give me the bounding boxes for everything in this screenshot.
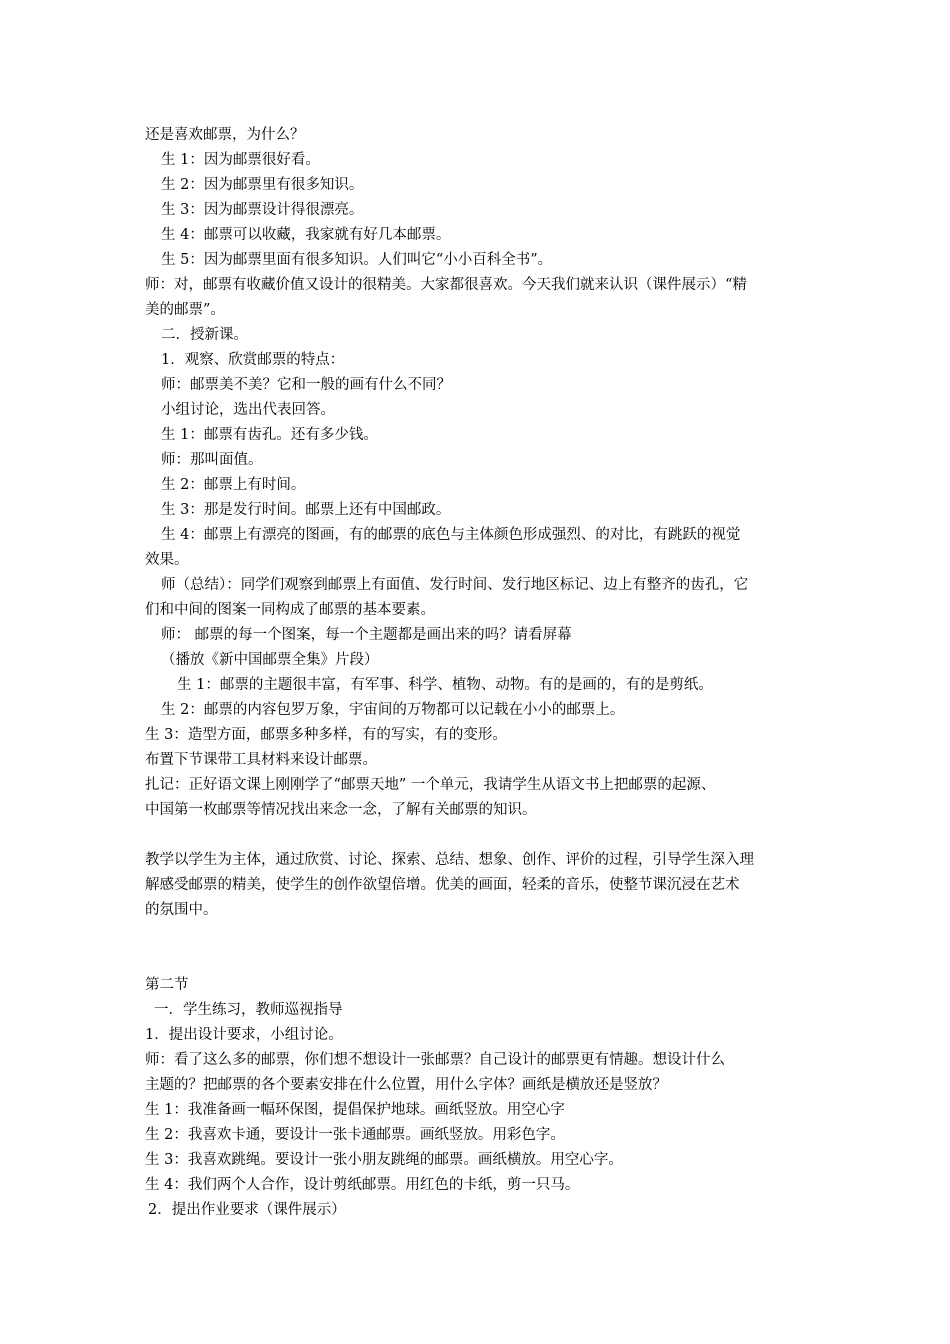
text-line: 生 2：邮票上有时间。 [161, 477, 306, 493]
text-line: 解感受邮票的精美，使学生的创作欲望倍增。优美的画面，轻柔的音乐，使整节课沉浸在艺术 [145, 877, 740, 893]
section-heading: 二．授新课。 [161, 327, 248, 343]
text-line: 效果。 [145, 552, 189, 568]
text-line: 师：那叫面值。 [161, 452, 263, 468]
text-line: 生 3：我喜欢跳绳。要设计一张小朋友跳绳的邮票。画纸横放。用空心字。 [145, 1152, 623, 1168]
text-line: 生 5：因为邮票里面有很多知识。人们叫它“小小百科全书”。 [161, 252, 553, 268]
text-line: 们和中间的图案一同构成了邮票的基本要素。 [145, 602, 435, 618]
text-line: 生 3：因为邮票设计得很漂亮。 [161, 202, 364, 218]
text-line: 美的邮票”。 [145, 302, 225, 318]
text-line: 一．学生练习，教师巡视指导 [154, 1002, 343, 1018]
text-line: 中国第一枚邮票等情况找出来念一念，了解有关邮票的知识。 [145, 802, 537, 818]
section-heading: 第二节 [145, 977, 189, 993]
text-line: 生 4：邮票上有漂亮的图画，有的邮票的底色与主体颜色形成强烈、的对比，有跳跃的视觉 [161, 527, 741, 543]
text-line: 1．提出设计要求，小组讨论。 [145, 1027, 343, 1043]
text-line: 生 1：因为邮票很好看。 [161, 152, 320, 168]
text-line: 师（总结）：同学们观察到邮票上有面值、发行时间、发行地区标记、边上有整齐的齿孔，它 [161, 577, 749, 593]
text-line: 生 4：邮票可以收藏，我家就有好几本邮票。 [161, 227, 451, 243]
text-line: 还是喜欢邮票，为什么？ [145, 127, 305, 143]
text-line: 生 1：邮票的主题很丰富，有军事、科学、植物、动物。有的是画的，有的是剪纸。 [177, 677, 713, 693]
text-line: 生 3：造型方面，邮票多种多样，有的写实，有的变形。 [145, 727, 507, 743]
text-line: 扎记：正好语文课上刚刚学了“邮票天地” 一个单元，我请学生从语文书上把邮票的起源、 [145, 777, 716, 793]
text-line: 布置下节课带工具材料来设计邮票。 [145, 752, 377, 768]
text-line: 1．观察、欣赏邮票的特点： [161, 352, 345, 368]
text-line: 生 2：因为邮票里有很多知识。 [161, 177, 364, 193]
text-line: 师： 邮票的每一个图案，每一个主题都是画出来的吗？请看屏幕 [161, 627, 572, 643]
text-line: 生 3：那是发行时间。邮票上还有中国邮政。 [161, 502, 451, 518]
text-line: 主题的？把邮票的各个要素安排在什么位置，用什么字体？画纸是横放还是竖放？ [145, 1077, 667, 1093]
text-line: 教学以学生为主体，通过欣赏、讨论、探索、总结、想象、创作、评价的过程，引导学生深入理 [145, 852, 754, 868]
text-line: 小组讨论，选出代表回答。 [161, 402, 335, 418]
text-line: 生 1：邮票有齿孔。还有多少钱。 [161, 427, 378, 443]
text-line: （播放《新中国邮票全集》片段） [161, 652, 379, 668]
text-line: 生 1：我准备画一幅环保图，提倡保护地球。画纸竖放。用空心字 [145, 1102, 565, 1118]
text-line: 生 4：我们两个人合作，设计剪纸邮票。用红色的卡纸，剪一只马。 [145, 1177, 580, 1193]
text-line: 生 2：我喜欢卡通，要设计一张卡通邮票。画纸竖放。用彩色字。 [145, 1127, 565, 1143]
text-line: 2．提出作业要求（课件展示） [148, 1202, 346, 1218]
text-line: 师：看了这么多的邮票，你们想不想设计一张邮票？自己设计的邮票更有情趣。想设计什么 [145, 1052, 725, 1068]
text-line: 师：对，邮票有收藏价值又设计的很精美。大家都很喜欢。今天我们就来认识（课件展示）“精 [145, 277, 747, 293]
text-line: 师：邮票美不美？它和一般的画有什么不同？ [161, 377, 451, 393]
text-line: 生 2：邮票的内容包罗万象，宇宙间的万物都可以记载在小小的邮票上。 [161, 702, 625, 718]
text-line: 的氛围中。 [145, 902, 218, 918]
